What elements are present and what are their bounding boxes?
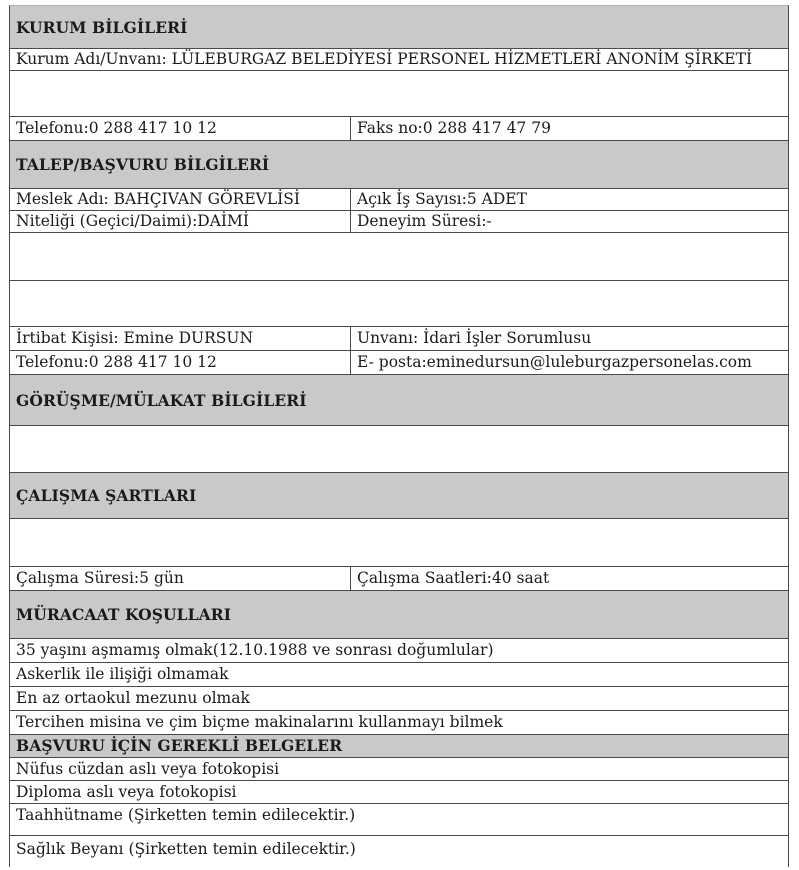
section-title: ÇALIŞMA ŞARTLARI xyxy=(16,486,197,505)
list-item xyxy=(10,781,788,804)
row-application-address xyxy=(10,281,788,327)
section-title: BAŞVURU İÇİN GEREKLİ BELGELER xyxy=(16,736,343,755)
open-positions: Açık İş Sayısı:5 ADET xyxy=(357,190,527,208)
work-duration: Çalışma Süresi:5 gün xyxy=(10,567,351,590)
contact-title: Unvanı: İdari İşler Sorumlusu xyxy=(357,329,592,347)
document: Taahhütname (Şirketten temin edilecektir.) xyxy=(16,806,356,824)
section-title: GÖRÜŞME/MÜLAKAT BİLGİLERİ xyxy=(16,390,307,410)
requirement: En az ortaokul mezunu olmak xyxy=(16,689,250,707)
row-application-dates xyxy=(10,233,788,281)
row-kurum-address xyxy=(10,71,788,117)
kurum-address xyxy=(10,71,788,116)
row-work-terms xyxy=(10,567,788,591)
address-line xyxy=(16,115,782,116)
address-line xyxy=(16,325,782,326)
document: Nüfus cüzdan aslı veya fotokopisi xyxy=(16,760,280,778)
section-title: KURUM BİLGİLERİ xyxy=(16,17,188,37)
kurum-phone: Telefonu:0 288 417 10 12 xyxy=(10,117,351,140)
list-item xyxy=(10,711,788,735)
section-header-gorusme xyxy=(10,375,788,426)
section-title: TALEP/BAŞVURU BİLGİLERİ xyxy=(16,155,270,174)
section-header-belgeler xyxy=(10,735,788,758)
kurum-name: Kurum Adı/Unvanı: LÜLEBURGAZ BELEDİYESİ PERSONEL HİZMETLERİ ANONİM ŞİRKETİ xyxy=(16,50,753,68)
kurum-fax: Faks no:0 288 417 47 79 xyxy=(357,119,551,137)
application-address xyxy=(10,281,788,326)
work-hours: Çalışma Saatleri:40 saat xyxy=(357,569,550,587)
row-interview xyxy=(10,426,788,473)
contact-phone: Telefonu:0 288 417 10 12 xyxy=(10,351,351,374)
list-item xyxy=(10,663,788,687)
interview-info xyxy=(10,426,788,472)
requirement: Askerlik ile ilişiği olmamak xyxy=(16,665,229,683)
requirement: Tercihen misina ve çim biçme makinalarını kullanmayı bilmek xyxy=(16,713,503,731)
list-item xyxy=(10,804,788,836)
row-occupation xyxy=(10,189,788,211)
section-header-kurum xyxy=(10,6,788,49)
dates-line xyxy=(16,279,782,280)
requirement: 35 yaşını aşmamış olmak(12.10.1988 ve sonrası doğumlular) xyxy=(16,641,494,659)
row-work-address xyxy=(10,519,788,567)
application-dates xyxy=(10,233,788,280)
work-address xyxy=(10,519,788,566)
row-contact-phone xyxy=(10,351,788,375)
nature: Niteliği (Geçici/Daimi):DAİMİ xyxy=(10,211,351,232)
row-kurum-contact xyxy=(10,117,788,141)
row-nature xyxy=(10,211,788,233)
job-posting-form xyxy=(9,5,789,867)
document: Diploma aslı veya fotokopisi xyxy=(16,783,237,801)
address-line xyxy=(16,565,782,566)
row-kurum-name xyxy=(10,49,788,71)
row-contact-person xyxy=(10,327,788,351)
contact-person: İrtibat Kişisi: Emine DURSUN xyxy=(10,327,351,350)
exam-place-line xyxy=(16,471,782,472)
list-item xyxy=(10,639,788,663)
document: Sağlık Beyanı (Şirketten temin edilecektir.) xyxy=(16,840,356,858)
section-header-talep xyxy=(10,141,788,189)
experience: Deneyim Süresi:- xyxy=(357,212,492,230)
list-item xyxy=(10,758,788,781)
list-item xyxy=(10,687,788,711)
contact-email[interactable]: E- posta:eminedursun@luleburgazpersonelas.com xyxy=(357,353,752,371)
section-header-muracaat xyxy=(10,591,788,639)
occupation: Meslek Adı: BAHÇIVAN GÖREVLİSİ xyxy=(10,189,351,210)
section-header-calisma xyxy=(10,473,788,519)
section-title: MÜRACAAT KOŞULLARI xyxy=(16,605,232,624)
